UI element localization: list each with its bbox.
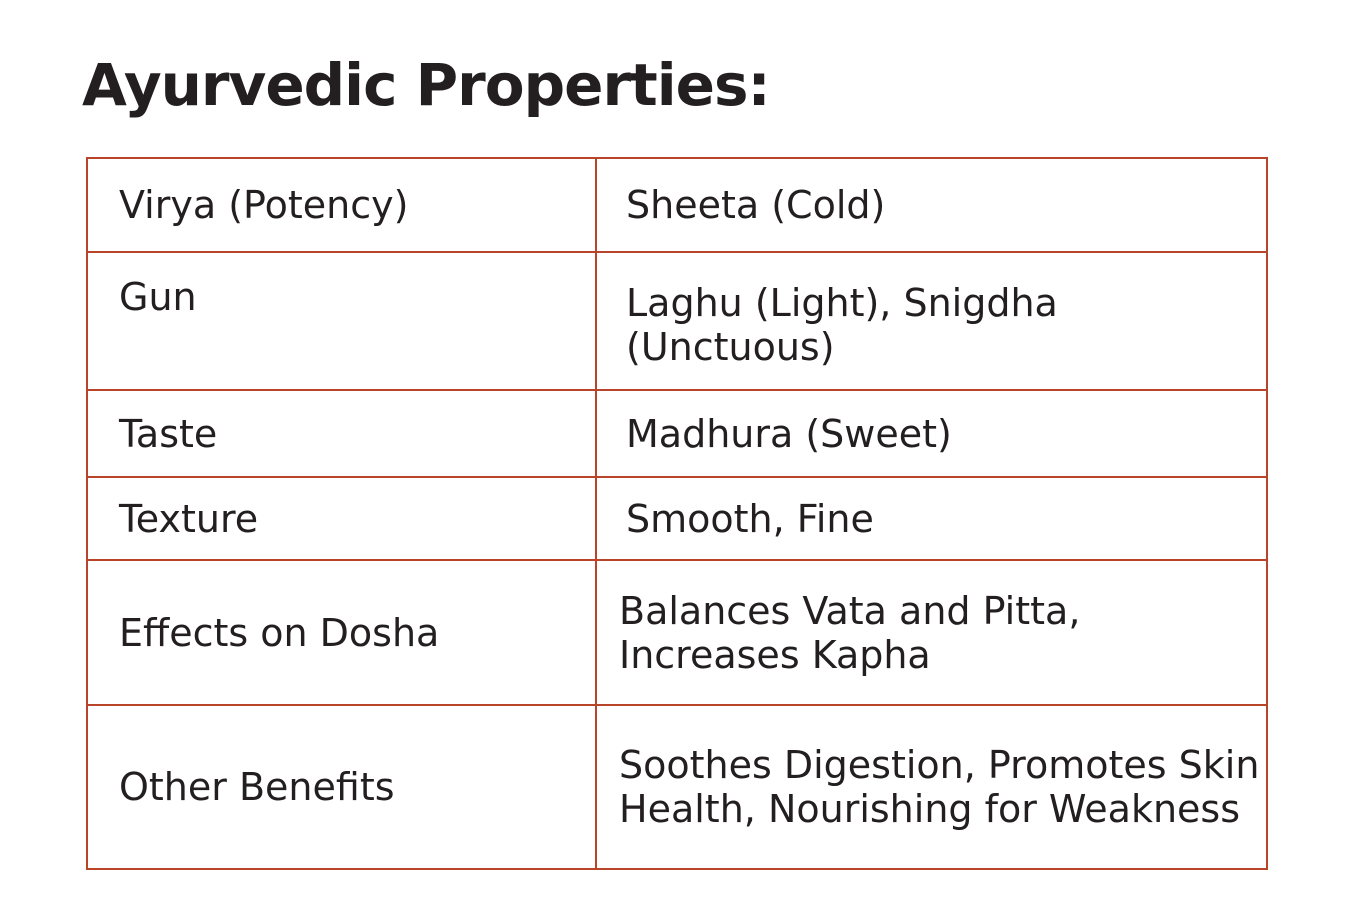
property-name: Gun bbox=[87, 252, 596, 390]
property-value: Soothes Digestion, Promotes Skin Health, Nourishing for Weakness bbox=[596, 705, 1267, 869]
property-name: Effects on Dosha bbox=[87, 560, 596, 705]
property-value: Laghu (Light), Snigdha (Unctuous) bbox=[596, 252, 1267, 390]
property-value: Sheeta (Cold) bbox=[596, 158, 1267, 252]
property-name: Other Benefits bbox=[87, 705, 596, 869]
property-name: Texture bbox=[87, 477, 596, 560]
table-row bbox=[87, 477, 1267, 560]
property-value: Smooth, Fine bbox=[596, 477, 1267, 560]
property-value: Balances Vata and Pitta, Increases Kapha bbox=[596, 560, 1267, 705]
table-row bbox=[87, 560, 1267, 705]
table-row bbox=[87, 705, 1267, 869]
property-name: Taste bbox=[87, 390, 596, 477]
property-value: Madhura (Sweet) bbox=[596, 390, 1267, 477]
property-name: Virya (Potency) bbox=[87, 158, 596, 252]
table-row bbox=[87, 158, 1267, 252]
page-title: Ayurvedic Properties: bbox=[82, 51, 770, 119]
table-row bbox=[87, 390, 1267, 477]
table-row bbox=[87, 252, 1267, 390]
properties-table bbox=[86, 157, 1268, 870]
